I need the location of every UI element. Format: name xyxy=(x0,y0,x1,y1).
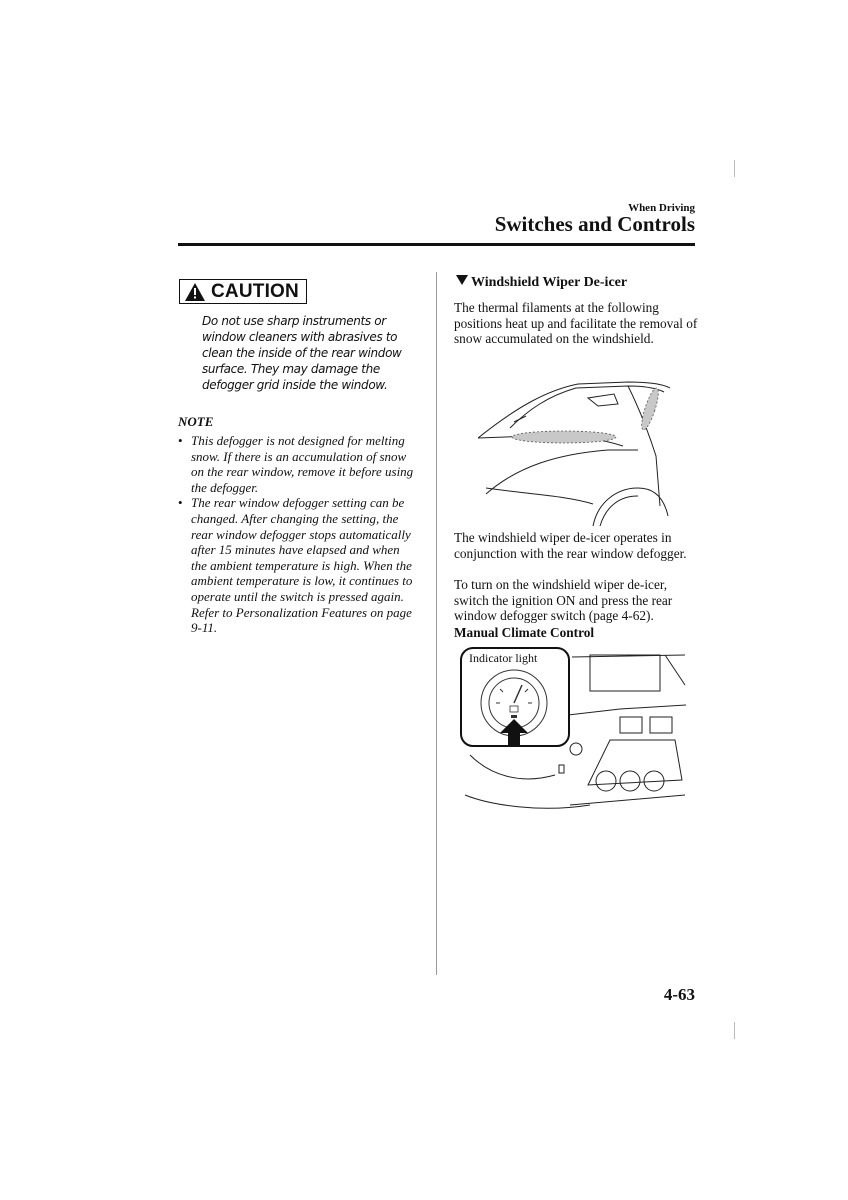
indicator-light-label: Indicator light xyxy=(469,651,538,665)
note-item-text: This defogger is not designed for melting snow. If there is an accumulation of snow on the rear window, remove it before using the defogger. xyxy=(191,433,414,495)
column-divider xyxy=(436,272,437,975)
page-number: 4-63 xyxy=(663,985,695,1004)
caution-box xyxy=(179,279,307,304)
note-item-text: The rear window defogger setting can be changed. After changing the setting, the rear window defogger stops automatically after 15 minutes have elapsed and when the ambient temperature is high. When the ambient temperature is low, it continues to operate until the switch is pressed again. Refer to Personalization Features on page 9-11. xyxy=(191,495,413,636)
page-title: Switches and Controls xyxy=(494,212,695,236)
deicer-body-2: To turn on the windshield wiper de-icer, switch the ignition ON and press the rear window defogger switch (page 4-62). xyxy=(454,577,673,624)
note-list xyxy=(178,433,418,636)
deicer-heading-text: Windshield Wiper De-icer xyxy=(471,275,628,290)
list-item xyxy=(178,495,418,635)
manual-climate-heading: Manual Climate Control xyxy=(454,625,595,640)
triangle-marker-icon xyxy=(456,275,468,285)
climate-control-illustration xyxy=(460,645,690,825)
windshield-illustration xyxy=(478,376,672,528)
caution-label: CAUTION xyxy=(211,280,299,302)
header-rule xyxy=(178,243,695,246)
warning-icon xyxy=(184,282,206,302)
deicer-intro: The thermal filaments at the following positions heat up and facilitate the removal of snow accumulated on the windshield. xyxy=(454,300,698,347)
note-heading: NOTE xyxy=(178,414,214,429)
caution-text: Do not use sharp instruments or window cleaners with abrasives to clean the inside of the rear window surface. They may damage the defogger grid inside the window. xyxy=(202,314,402,392)
bullet: • xyxy=(178,495,183,511)
crop-mark-top xyxy=(734,160,735,177)
deicer-heading xyxy=(456,275,627,291)
section-label: When Driving xyxy=(628,202,695,214)
deicer-body-1: The windshield wiper de-icer operates in conjunction with the rear window defogger. xyxy=(454,530,687,561)
crop-mark-bottom xyxy=(734,1022,735,1039)
list-item xyxy=(178,433,418,495)
bullet: • xyxy=(178,433,183,448)
